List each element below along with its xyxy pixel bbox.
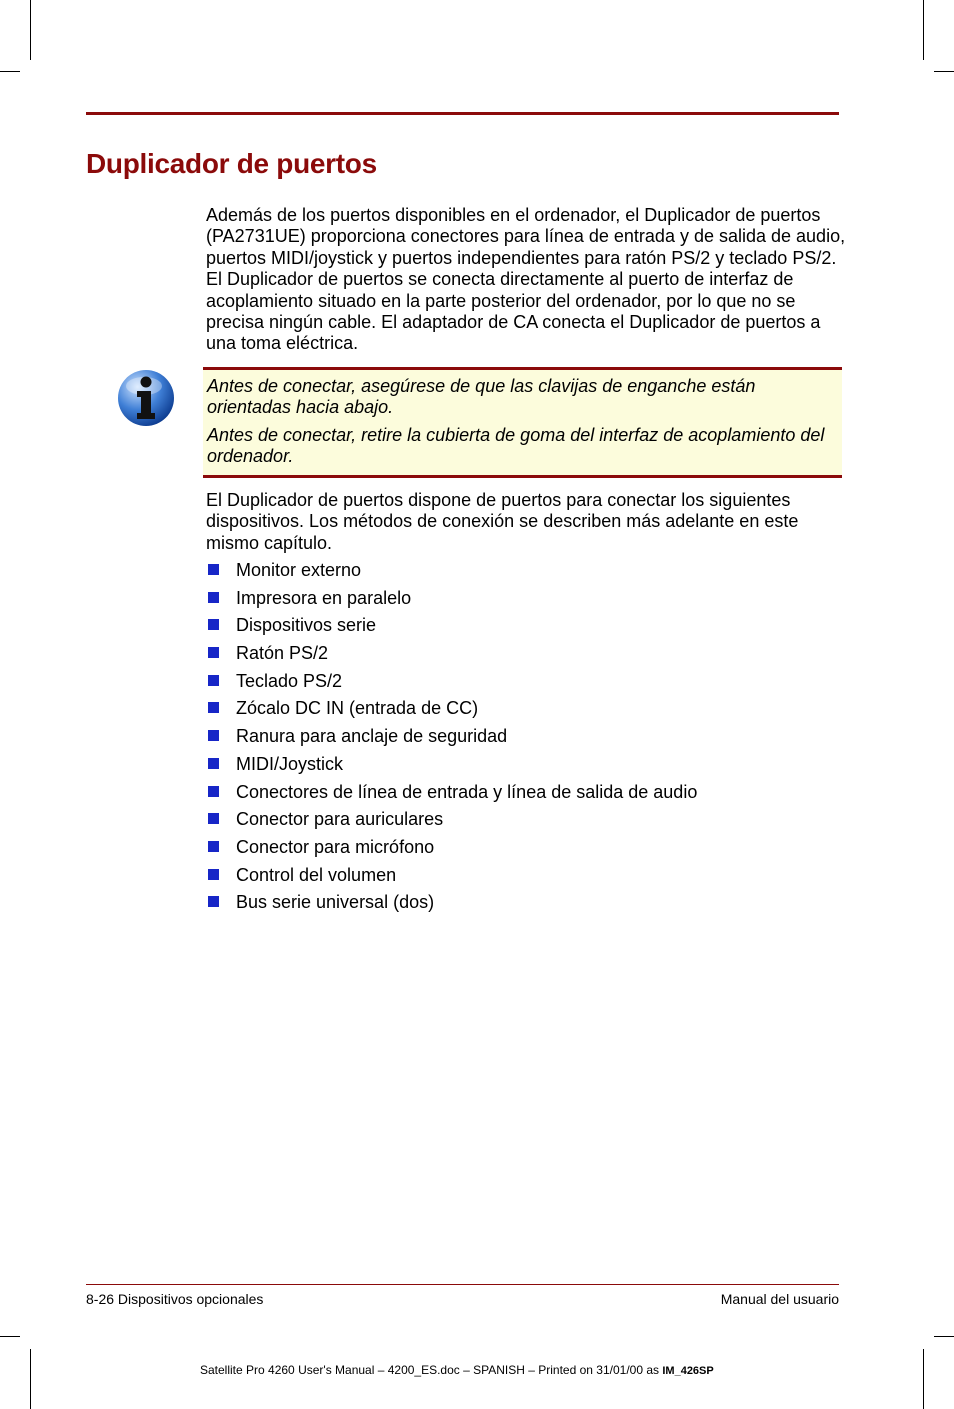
list-item: Bus serie universal (dos) [206,891,697,919]
note-box [203,367,842,478]
bullet-square-icon [208,896,219,907]
bullet-square-icon [208,869,219,880]
crop-mark [934,1336,954,1337]
note-line-1: Antes de conectar, asegúrese de que las clavijas de enganche están orientadas hacia abajo. [207,376,756,418]
list-item: Dispositivos serie [206,614,697,642]
info-icon [116,368,176,428]
bullet-square-icon [208,675,219,686]
note-line-2: Antes de conectar, retire la cubierta de goma del interfaz de acoplamiento del ordenador. [207,424,825,467]
devices-paragraph: El Duplicador de puertos dispone de puertos para conectar los siguientes dispositivos. Los métodos de conexión se describen más adelante en este mismo capítulo. [206,490,799,553]
list-item: MIDI/Joystick [206,753,697,781]
bullet-square-icon [208,758,219,769]
bullet-square-icon [208,730,219,741]
crop-mark [0,71,20,72]
bullet-square-icon [208,564,219,575]
bullet-square-icon [208,786,219,797]
crop-mark [0,1336,20,1337]
bullet-square-icon [208,592,219,603]
crop-mark [923,0,924,60]
footer-rule [86,1284,839,1285]
print-info [200,1363,714,1377]
intro-paragraph: Además de los puertos disponibles en el ordenador, el Duplicador de puertos (PA2731UE) proporciona conectores para línea de entrada y de salida de audio, puertos MIDI/joystick y puertos independientes para ratón PS/2 y teclado PS/2. El Duplicador de puertos se conecta directamente al puerto de interfaz de acoplamiento situado en la parte posterior del ordenador, por lo que no se precisa ningún cable. El adaptador de CA conecta el Duplicador de puertos a una toma eléctrica. [206,205,846,354]
crop-mark [30,1349,31,1409]
bullet-square-icon [208,702,219,713]
list-item: Impresora en paralelo [206,587,697,615]
list-item: Monitor externo [206,559,697,587]
footer-page-section: 8-26 Dispositivos opcionales [86,1291,264,1307]
list-item: Conector para micrófono [206,836,697,864]
page-title: Duplicador de puertos [86,148,377,179]
list-item: Conectores de línea de entrada y línea de salida de audio [206,781,697,809]
list-item: Ratón PS/2 [206,642,697,670]
bullet-square-icon [208,841,219,852]
list-item: Control del volumen [206,864,697,892]
crop-mark [934,71,954,72]
bullet-square-icon [208,619,219,630]
list-item: Teclado PS/2 [206,670,697,698]
list-item: Zócalo DC IN (entrada de CC) [206,697,697,725]
crop-mark [923,1349,924,1409]
print-info-text: Satellite Pro 4260 User's Manual – 4200_ES.doc – SPANISH – Printed on 31/01/00 as [200,1363,663,1377]
list-item: Conector para auriculares [206,808,697,836]
list-item: Ranura para anclaje de seguridad [206,725,697,753]
device-list [206,559,697,919]
bullet-square-icon [208,647,219,658]
print-info-code: IM_426SP [662,1365,714,1377]
footer-manual-title: Manual del usuario [720,1291,839,1307]
crop-mark [30,0,31,60]
header-rule [86,112,839,115]
bullet-square-icon [208,813,219,824]
